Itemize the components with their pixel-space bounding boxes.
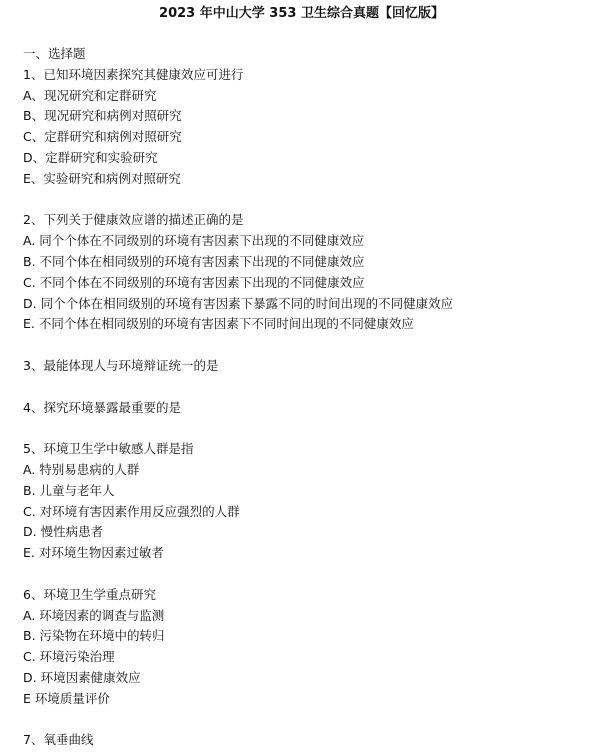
- question-option: C、定群研究和病例对照研究: [23, 129, 182, 145]
- question-option: D、定群研究和实验研究: [23, 149, 158, 165]
- question-stem: 6、环境卫生学重点研究: [23, 586, 156, 602]
- question-stem: 7、氧垂曲线: [23, 732, 94, 748]
- question-option: A、现况研究和定群研究: [23, 87, 157, 103]
- question-3: [23, 356, 598, 377]
- question-option: A. 环境因素的调查与监测: [23, 607, 165, 623]
- question-option: E 环境质量评价: [23, 690, 110, 706]
- question-6: [23, 585, 598, 710]
- question-1: [23, 65, 598, 190]
- question-stem: 3、最能体现人与环境辩证统一的是: [23, 357, 219, 373]
- question-option: D. 环境因素健康效应: [23, 669, 141, 685]
- question-4: [23, 398, 598, 419]
- blank-line: [23, 564, 598, 585]
- question-option: B. 不同个体在相同级别的环境有害因素下出现的不同健康效应: [23, 253, 365, 269]
- blank-line: [23, 418, 598, 439]
- question-option: C. 对环境有害因素作用反应强烈的人群: [23, 503, 240, 519]
- question-option: E. 不同个体在相同级别的环境有害因素下不同时间出现的不同健康效应: [23, 316, 414, 332]
- blank-line: [23, 190, 598, 211]
- question-option: A. 特别易患病的人群: [23, 461, 140, 477]
- question-option: B. 儿童与老年人: [23, 482, 115, 498]
- question-stem: 1、已知环境因素探究其健康效应可进行: [23, 66, 244, 82]
- question-option: B、现况研究和病例对照研究: [23, 108, 182, 124]
- question-stem: 5、环境卫生学中敏感人群是指: [23, 441, 194, 457]
- document-title: 2023 年中山大学 353 卫生综合真题【回忆版】: [159, 6, 444, 21]
- section-heading: 一、选择题: [23, 46, 86, 61]
- blank-line: [23, 710, 598, 731]
- question-stem: 2、下列关于健康效应谱的描述正确的是: [23, 212, 244, 228]
- question-7: [23, 730, 598, 751]
- question-option: D. 同个个体在相同级别的环境有害因素下暴露不同的时间出现的不同健康效应: [23, 295, 454, 311]
- question-option: C. 环境污染治理: [23, 649, 115, 665]
- document-body: [23, 44, 598, 751]
- question-option: E. 对环境生物因素过敏者: [23, 545, 164, 561]
- blank-line: [23, 335, 598, 356]
- question-5: [23, 439, 598, 564]
- blank-line: [23, 377, 598, 398]
- question-option: C. 不同个体在不同级别的环境有害因素下出现的不同健康效应: [23, 274, 365, 290]
- question-stem: 4、探究环境暴露最重要的是: [23, 399, 181, 415]
- question-option: A. 同个个体在不同级别的环境有害因素下出现的不同健康效应: [23, 233, 365, 249]
- question-2: [23, 210, 598, 335]
- question-option: D. 慢性病患者: [23, 524, 104, 540]
- question-option: E、实验研究和病例对照研究: [23, 170, 181, 186]
- question-option: B. 污染物在环境中的转归: [23, 628, 165, 644]
